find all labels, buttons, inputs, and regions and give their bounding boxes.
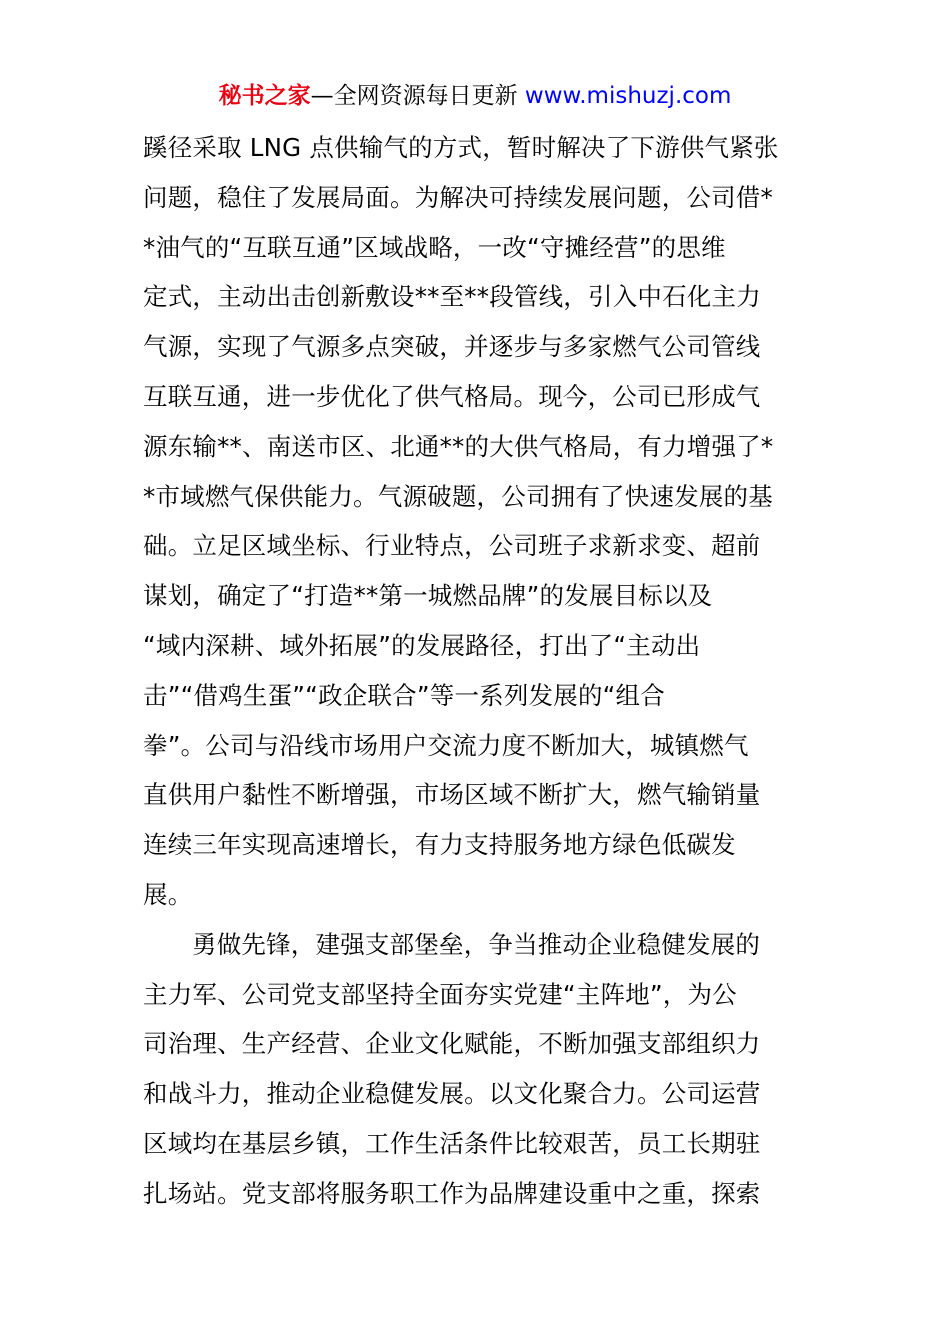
text-line: 直供用户黏性不断增强，市场区域不断扩大，燃气输销量 <box>143 780 761 810</box>
text-line: 气源，实现了气源多点突破，并逐步与多家燃气公司管线 <box>143 332 761 362</box>
brand-name: 秘书之家 <box>218 83 311 109</box>
text-line: 区域均在基层乡镇，工作生活条件比较艰苦，员工长期驻 <box>143 1128 761 1158</box>
text-line: 展。 <box>143 879 193 909</box>
text-line: 蹊径采取 LNG 点供输气的方式，暂时解决了下游供气紧张 <box>143 133 779 162</box>
text-line: *油气的“互联互通”区域战略，一改“守摊经营”的思维 <box>143 232 726 262</box>
text-line: 扎场站。党支部将服务职工作为品牌建设重中之重，探索 <box>143 1178 761 1208</box>
text-line: 主力军、公司党支部坚持全面夯实党建“主阵地”，为公 <box>143 979 737 1009</box>
text-line: 定式，主动出击创新敷设**至**段管线，引入中石化主力 <box>143 282 761 312</box>
text-line: 源东输**、南送市区、北通**的大供气格局，有力增强了* <box>143 431 774 461</box>
document-body <box>143 123 808 1219</box>
header-tagline: —全网资源每日更新 <box>310 83 525 109</box>
text-line: 谋划，确定了“打造**第一城燃品牌”的发展目标以及 <box>143 581 713 611</box>
text-line: “域内深耕、域外拓展”的发展路径，打出了“主动出 <box>143 630 701 660</box>
text-line: 连续三年实现高速增长，有力支持服务地方绿色低碳发 <box>143 830 736 860</box>
text-line: *市域燃气保供能力。气源破题，公司拥有了快速发展的基 <box>143 481 773 511</box>
text-line: 础。立足区域坐标、行业特点，公司班子求新求变、超前 <box>143 531 761 561</box>
site-url-link[interactable]: www.mishuzj.com <box>524 83 732 109</box>
text-line: 互联互通，进一步优化了供气格局。现今，公司已形成气 <box>143 381 761 411</box>
text-line: 和战斗力，推动企业稳健发展。以文化聚合力。公司运营 <box>143 1079 761 1109</box>
site-header <box>0 80 950 112</box>
paragraph-start-line: 勇做先锋，建强支部堡垒，争当推动企业稳健发展的 <box>192 929 761 959</box>
text-line: 击”“借鸡生蛋”“政企联合”等一系列发展的“组合 <box>143 680 665 710</box>
text-line: 问题，稳住了发展局面。为解决可持续发展问题，公司借* <box>143 182 773 212</box>
text-line: 拳”。公司与沿线市场用户交流力度不断加大，城镇燃气 <box>143 730 749 760</box>
text-line: 司治理、生产经营、企业文化赋能，不断加强支部组织力 <box>143 1029 761 1059</box>
